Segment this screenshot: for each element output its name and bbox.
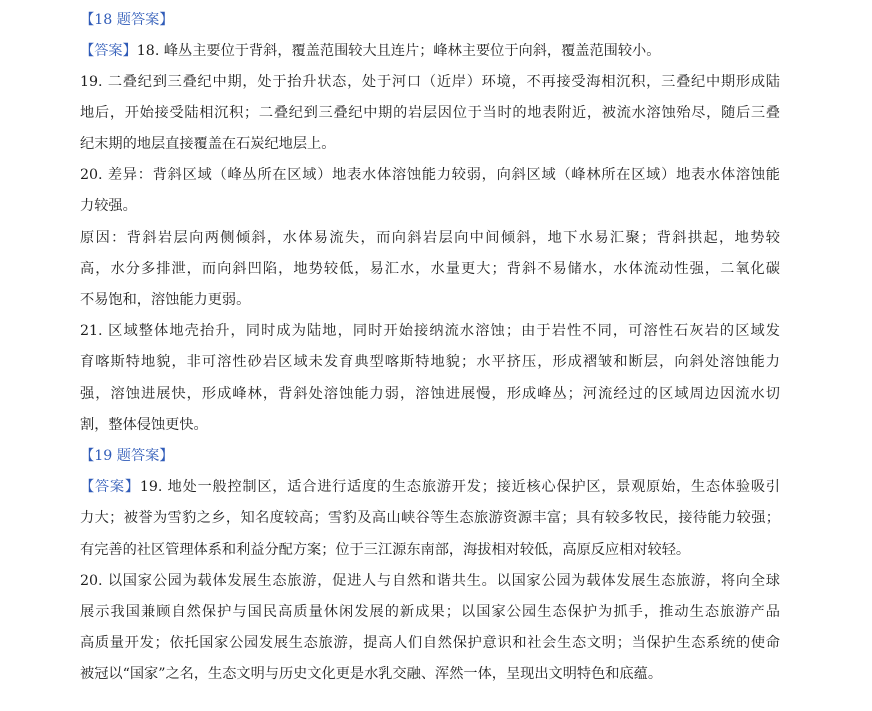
answer-tag: 【答案】 (80, 479, 140, 495)
section-18-line-2: 19. 二叠纪到三叠纪中期，处于抬升状态，处于河口（近岸）环境，不再接受海相沉积，三叠纪中期形成陆 (80, 74, 780, 90)
section-19-line-4: 20. 以国家公园为载体发展生态旅游，促进人与自然和谐共生。以国家公园为载体发展生态旅游，将向全球 (80, 573, 780, 589)
section-18-line-4: 纪末期的地层直接覆盖在石炭纪地层上。 (80, 136, 336, 152)
section-19-line-2: 力大；被誉为雪豹之乡，知名度较高；雪豹及高山峡谷等生态旅游资源丰富；具有较多牧民，接待能力较强； (80, 510, 780, 526)
section-19-line-3: 有完善的社区管理体系和利益分配方案；位于三江源东南部，海拔相对较低，高原反应相对较轻。 (80, 542, 691, 558)
section-18-line-11: 育喀斯特地貌，非可溶性砂岩区域未发育典型喀斯特地貌；水平挤压，形成褶皱和断层，向斜处溶蚀能力 (80, 354, 780, 370)
section-18-line-13: 割，整体侵蚀更快。 (80, 417, 208, 433)
section-18-header: 【18 题答案】 (80, 12, 174, 28)
section-18-line-7: 原因：背斜岩层向两侧倾斜，水体易流失，而向斜岩层向中间倾斜，地下水易汇聚；背斜拱起，地势较 (80, 230, 780, 246)
section-18-line-3: 地后，开始接受陆相沉积；二叠纪到三叠纪中期的岩层因位于当时的地表附近，被流水溶蚀殆尽，随后三叠 (80, 105, 780, 121)
answer-tag: 【答案】 (80, 43, 137, 59)
section-18-line-8: 高，水分多排泄，而向斜凹陷，地势较低，易汇水，水量更大；背斜不易储水，水体流动性强，二氧化碳 (80, 261, 780, 277)
section-18-line-1: 【答案】18. 峰丛主要位于背斜，覆盖范围较大且连片；峰林主要位于向斜，覆盖范围较小。 (80, 43, 661, 59)
section-19-line-1: 【答案】19. 地处一般控制区，适合进行适度的生态旅游开发；接近核心保护区，景观原始，生态体验吸引 (80, 479, 780, 495)
section-18-line-6: 力较强。 (80, 198, 137, 214)
section-19-line-5: 展示我国兼顾自然保护与国民高质量休闲发展的新成果；以国家公园生态保护为抓手，推动生态旅游产品 (80, 604, 780, 620)
section-19-line-7: 被冠以“国家”之名，生态文明与历史文化更是水乳交融、浑然一体，呈现出文明特色和底蕴。 (80, 666, 663, 682)
section-19-header: 【19 题答案】 (80, 448, 174, 464)
section-18-line-10: 21. 区域整体地壳抬升，同时成为陆地，同时开始接纳流水溶蚀；由于岩性不同，可溶性石灰岩的区域发 (80, 323, 780, 339)
section-18-line-5: 20. 差异：背斜区域（峰丛所在区域）地表水体溶蚀能力较弱，向斜区域（峰林所在区域）地表水体溶蚀能 (80, 167, 780, 183)
section-18-line-9: 不易饱和，溶蚀能力更弱。 (80, 292, 251, 308)
section-19-line-6: 高质量开发；依托国家公园发展生态旅游，提高人们自然保护意识和社会生态文明；当保护生态系统的使命 (80, 635, 780, 651)
section-18-line-12: 强，溶蚀进展快，形成峰林，背斜处溶蚀能力弱，溶蚀进展慢，形成峰丛；河流经过的区域周边因流水切 (80, 386, 780, 402)
